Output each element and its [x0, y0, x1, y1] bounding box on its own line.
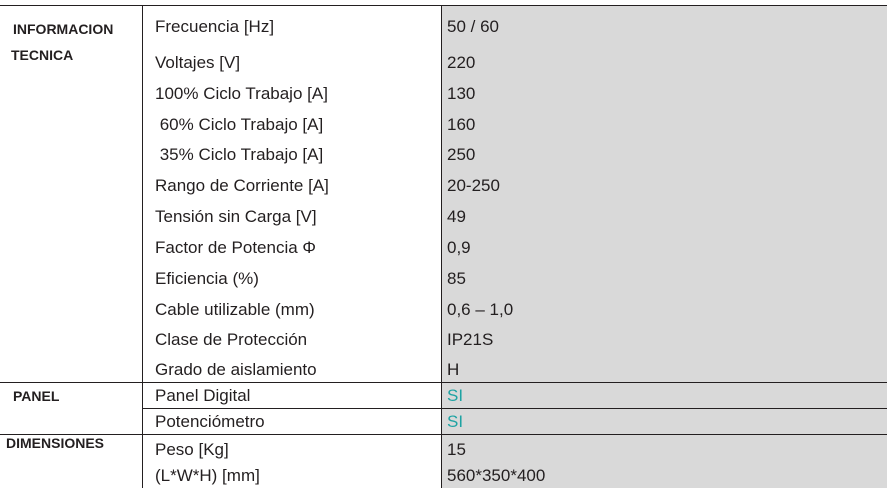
param-value: 130 — [447, 84, 476, 103]
param-column-border — [441, 5, 442, 488]
param-label: 60% Ciclo Trabajo [A] — [155, 115, 324, 134]
section-panel: PANEL — [13, 388, 60, 404]
param-label: Peso [Kg] — [155, 440, 229, 459]
param-value: 250 — [447, 145, 476, 164]
param-value: 560*350*400 — [447, 466, 546, 485]
param-label: Grado de aislamiento — [155, 360, 317, 379]
param-label: Potenciómetro — [155, 412, 265, 431]
param-value: H — [447, 360, 460, 379]
section-divider-dimensiones — [0, 434, 887, 435]
param-label: Factor de Potencia Φ — [155, 238, 316, 257]
param-label: Clase de Protección — [155, 330, 308, 349]
param-value: 49 — [447, 207, 466, 226]
param-label: Cable utilizable (mm) — [155, 300, 315, 319]
param-label: 35% Ciclo Trabajo [A] — [155, 145, 324, 164]
param-label: Frecuencia [Hz] — [155, 17, 275, 36]
param-value: IP21S — [447, 330, 494, 349]
param-label: 100% Ciclo Trabajo [A] — [155, 84, 328, 103]
param-label: Panel Digital — [155, 386, 251, 405]
param-label: Eficiencia (%) — [155, 269, 259, 288]
param-value-highlight: SI — [447, 412, 464, 431]
param-value-highlight: SI — [447, 386, 464, 405]
param-value: 50 / 60 — [447, 17, 499, 36]
param-value: 160 — [447, 115, 476, 134]
param-label: (L*W*H) [mm] — [155, 466, 260, 485]
param-label: Voltajes [V] — [155, 53, 241, 72]
param-label: Rango de Corriente [A] — [155, 176, 329, 195]
param-value: 15 — [447, 440, 466, 459]
section-divider-panel — [0, 382, 887, 383]
row-divider-panel — [142, 408, 887, 409]
param-value: 20-250 — [447, 176, 500, 195]
section-column-border — [142, 5, 143, 488]
table-top-border — [0, 5, 887, 6]
param-value: 85 — [447, 269, 466, 288]
value-column-background — [442, 6, 887, 488]
section-tecnica-line1: INFORMACION — [13, 21, 114, 37]
param-value: 0,6 – 1,0 — [447, 300, 514, 319]
section-tecnica-line2: TECNICA — [11, 47, 74, 63]
param-value: 0,9 — [447, 238, 471, 257]
param-label: Tensión sin Carga [V] — [155, 207, 317, 226]
section-dimensiones: DIMENSIONES — [6, 435, 105, 451]
param-value: 220 — [447, 53, 476, 72]
